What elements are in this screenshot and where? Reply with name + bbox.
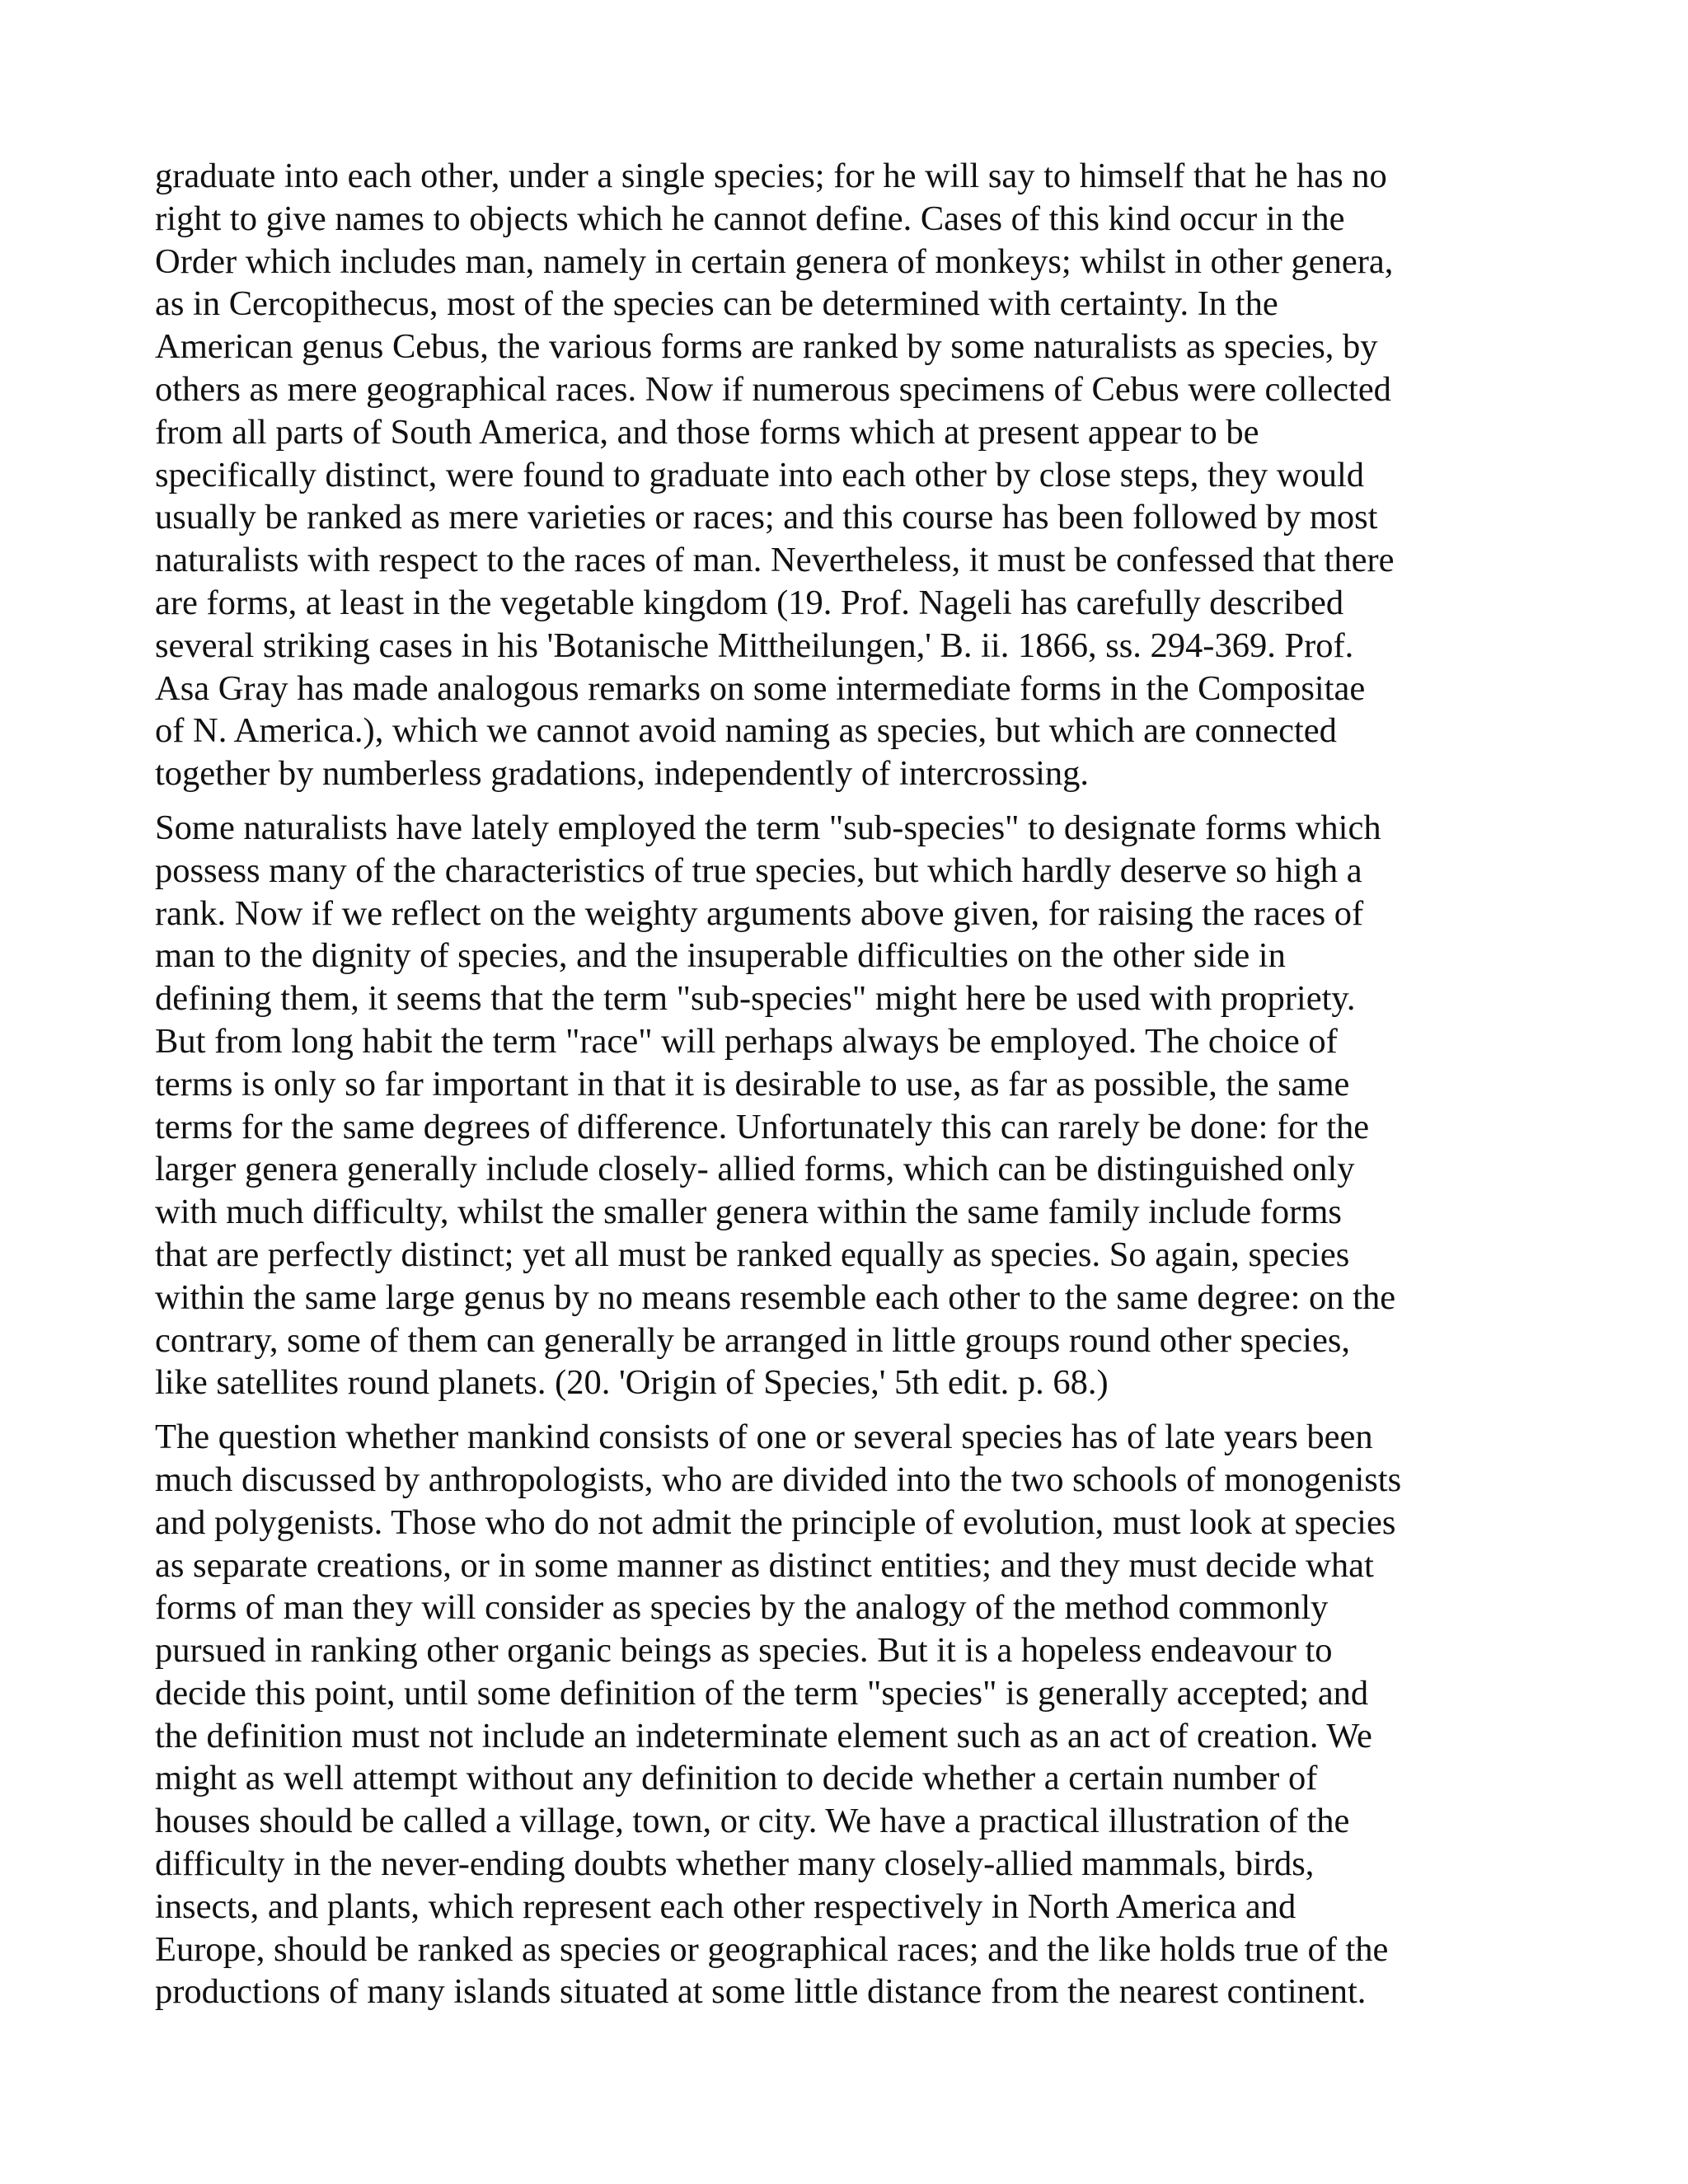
text-line: forms of man they will consider as species by the analogy of the method commonly [155,1588,1329,1628]
text-line: contrary, some of them can generally be arranged in little groups round other species, [155,1320,1351,1360]
text-line: within the same large genus by no means resemble each other to the same degree: on the [155,1277,1396,1317]
text-line: terms is only so far important in that it is desirable to use, as far as possible, the same [155,1064,1350,1104]
text-line: rank. Now if we reflect on the weighty arguments above given, for raising the races of [155,893,1364,933]
paragraph-1 [155,155,1533,795]
text-line: several striking cases in his 'Botanische Mittheilungen,' B. ii. 1866, ss. 294-369. Prof. [155,626,1354,665]
text-line: naturalists with respect to the races of man. Nevertheless, it must be confessed that there [155,541,1395,580]
text-line: others as mere geographical races. Now if numerous specimens of Cebus were collected [155,369,1391,409]
document-page [155,155,1533,2025]
text-line: possess many of the characteristics of true species, but which hardly deserve so high a [155,851,1362,890]
text-line: right to give names to objects which he cannot define. Cases of this kind occur in the [155,199,1345,238]
text-line: productions of many islands situated at some little distance from the nearest continent. [155,1972,1367,2012]
text-line: like satellites round planets. (20. 'Origin of Species,' 5th edit. p. 68.) [155,1363,1109,1403]
text-line: larger genera generally include closely- allied forms, which can be distinguished only [155,1150,1355,1189]
text-line: Order which includes man, namely in certain genera of monkeys; whilst in other genera, [155,241,1394,281]
text-line: as separate creations, or in some manner as distinct entities; and they must decide what [155,1545,1374,1585]
text-line: with much difficulty, whilst the smaller genera within the same family include forms [155,1193,1342,1232]
text-line: that are perfectly distinct; yet all must be ranked equally as species. So again, species [155,1235,1350,1274]
text-line: graduate into each other, under a single species; for he will say to himself that he has no [155,157,1387,195]
text-line: much discussed by anthropologists, who are divided into the two schools of monogenists [155,1460,1402,1499]
text-line: insects, and plants, which represent each other respectively in North America and [155,1886,1296,1926]
text-line: as in Cercopithecus, most of the species can be determined with certainty. In the [155,284,1278,324]
text-line: specifically distinct, were found to graduate into each other by close steps, they would [155,455,1364,494]
text-line: and polygenists. Those who do not admit the principle of evolution, must look at species [155,1502,1396,1542]
text-line: The question whether mankind consists of one or several species has of late years been [155,1418,1373,1457]
text-line: Europe, should be ranked as species or geographical races; and the like holds true of the [155,1929,1389,1969]
text-line: might as well attempt without any definition to decide whether a certain number of [155,1759,1318,1798]
text-line: together by numberless gradations, independently of intercrossing. [155,754,1090,794]
text-line: Some naturalists have lately employed the term "sub-species" to designate forms which [155,808,1381,847]
text-line: houses should be called a village, town, or city. We have a practical illustration of the [155,1802,1350,1841]
text-line: are forms, at least in the vegetable kingdom (19. Prof. Nageli has carefully described [155,583,1344,622]
paragraph-2 [155,807,1533,1404]
text-line: difficulty in the never-ending doubts whether many closely-allied mammals, birds, [155,1844,1315,1884]
paragraph-3 [155,1416,1533,2013]
text-line: But from long habit the term "race" will perhaps always be employed. The choice of [155,1021,1338,1061]
text-line: from all parts of South America, and those forms which at present appear to be [155,412,1259,452]
text-line: of N. America.), which we cannot avoid naming as species, but which are connected [155,711,1337,751]
text-line: defining them, it seems that the term "sub-species" might here be used with propriety. [155,979,1356,1019]
text-line: terms for the same degrees of difference. Unfortunately this can rarely be done: for the [155,1107,1370,1146]
text-line: usually be ranked as mere varieties or races; and this course has been followed by most [155,498,1378,537]
text-line: pursued in ranking other organic beings as species. But it is a hopeless endeavour to [155,1631,1333,1671]
text-line: the definition must not include an indeterminate element such as an act of creation. We [155,1716,1372,1755]
text-line: American genus Cebus, the various forms are ranked by some naturalists as species, by [155,327,1378,367]
text-line: decide this point, until some definition of the term "species" is generally accepted; and [155,1673,1369,1713]
text-line: man to the dignity of species, and the insuperable difficulties on the other side in [155,936,1286,976]
text-line: Asa Gray has made analogous remarks on some intermediate forms in the Compositae [155,668,1366,708]
